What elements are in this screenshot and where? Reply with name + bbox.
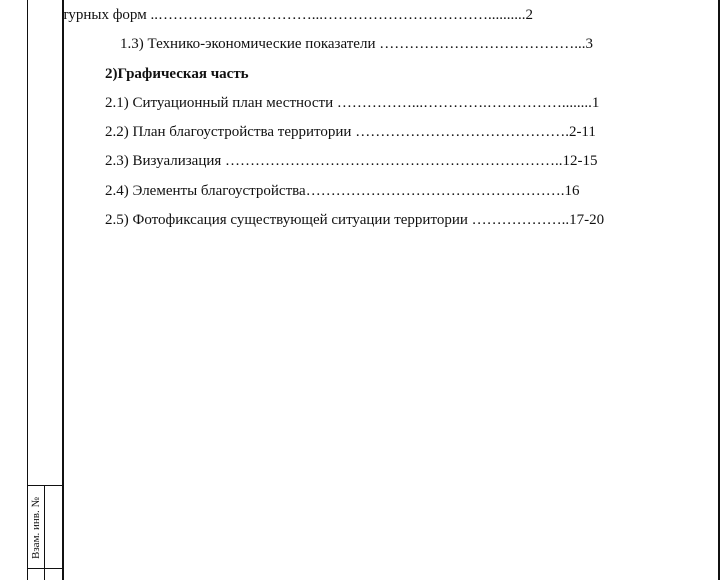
stamp-column-outer-line — [27, 0, 28, 580]
toc-item-2-1: 2.1) Ситуационный план местности ……………...………….……………........1 — [105, 95, 600, 111]
toc-item-2-4: 2.4) Элементы благоустройства…………………………………………….16 — [105, 183, 580, 199]
frame-right-border — [718, 0, 720, 580]
toc-section-heading-2: 2)Графическая часть — [105, 66, 249, 82]
toc-item-2-2: 2.2) План благоустройства территории …………………………………….2-11 — [105, 124, 596, 140]
stamp-column-top-line — [27, 485, 63, 486]
frame-left-border — [62, 0, 64, 580]
stamp-label: Взам. инв. № — [30, 497, 42, 559]
stamp-column-mid-line — [44, 485, 45, 580]
stamp-column-bottom-line — [27, 568, 63, 569]
toc-line-partial: турных форм ..……………….…………...……………………………..........2 — [62, 7, 533, 23]
toc-item-2-5: 2.5) Фотофиксация существующей ситуации территории ………………..17-20 — [105, 212, 605, 228]
toc-item-2-3: 2.3) Визуализация …………………………………………………………..12-15 — [105, 153, 598, 169]
toc-item-1-3: 1.3) Технико-экономические показатели …………………………………...3 — [120, 36, 593, 52]
